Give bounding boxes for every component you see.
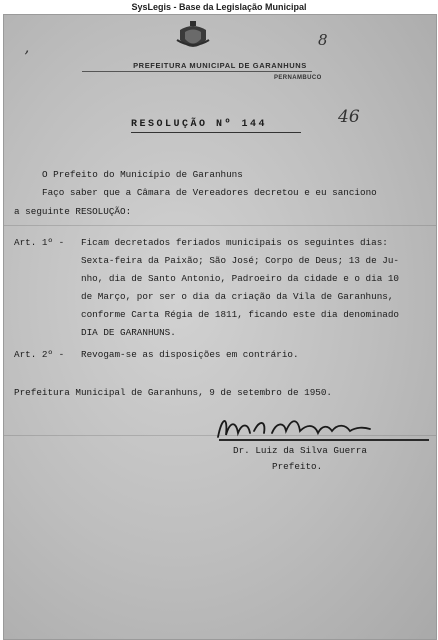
paper-fold: [4, 225, 436, 226]
letterhead-subtitle: PERNAMBUCO: [274, 75, 322, 81]
article-2-text: Revogam-se as disposições em contrário.: [81, 349, 299, 360]
article-1-line: de Março, por ser o dia da criação da Vila de Garanhuns,: [81, 291, 394, 302]
site-header: SysLegis - Base da Legislação Municipal: [131, 2, 307, 12]
signature-line: [219, 439, 429, 441]
signer-name: Dr. Luiz da Silva Guerra: [233, 445, 367, 456]
article-1-line: Ficam decretados feriados municipais os seguintes dias:: [81, 237, 388, 248]
handwritten-number: 46: [338, 107, 360, 127]
closing-line: Prefeitura Municipal de Garanhuns, 9 de setembro de 1950.: [14, 387, 333, 398]
corner-mark: 8: [318, 31, 328, 49]
resolution-title: RESOLUÇÃO Nº 144: [131, 119, 268, 130]
article-1-line: nho, dia de Santo Antonio, Padroeiro da cidade e o dia 10: [81, 273, 400, 284]
letterhead-title: PREFEITURA MUNICIPAL DE GARANHUNS: [133, 61, 307, 70]
article-1-line: conforme Carta Régia de 1811, ficando este dia denominado: [81, 309, 400, 320]
title-underline: [131, 132, 301, 133]
intro-line: a seguinte RESOLUÇÃO:: [14, 206, 132, 217]
document-page: [3, 14, 437, 640]
article-1-line: DIA DE GARANHUNS.: [81, 327, 176, 338]
pen-mark: ’: [24, 47, 30, 66]
article-2-label: Art. 2º -: [14, 349, 65, 360]
article-1-line: Sexta-feira da Paixão; São José; Corpo de Deus; 13 de Ju-: [81, 255, 400, 266]
article-1-label: Art. 1º -: [14, 237, 65, 248]
intro-line: Faço saber que a Câmara de Vereadores decretou e eu sanciono: [42, 187, 377, 198]
coat-of-arms-seal: [176, 20, 210, 54]
letterhead-rule: [82, 71, 312, 72]
intro-line: O Prefeito do Município de Garanhuns: [42, 169, 243, 180]
signer-title: Prefeito.: [272, 461, 323, 472]
